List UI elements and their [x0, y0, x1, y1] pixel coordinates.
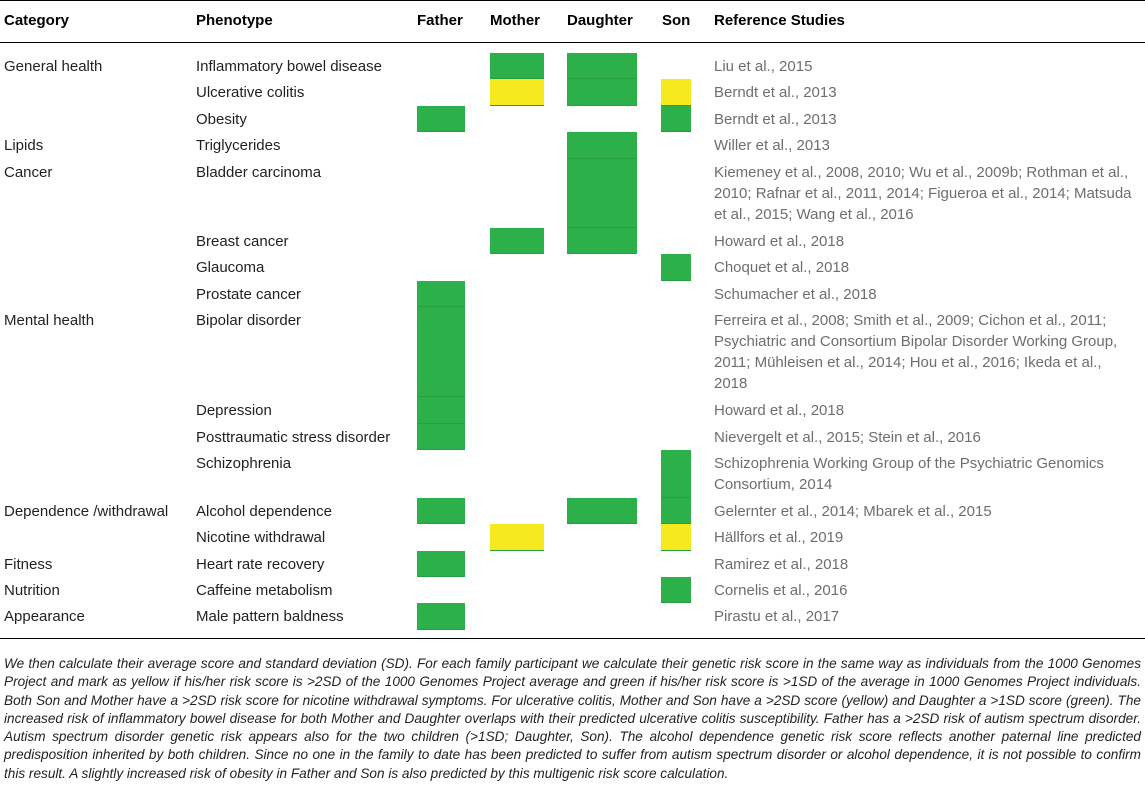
son-risk-box-2 — [661, 106, 691, 132]
daughter-risk-box-1 — [567, 79, 637, 106]
row-references: Berndt et al., 2013 — [714, 84, 837, 101]
row-category: Dependence /withdrawal — [4, 503, 169, 520]
row-category: Fitness — [4, 556, 53, 573]
row-category: Mental health — [4, 312, 95, 329]
row-phenotype: Breast cancer — [196, 233, 289, 250]
table-bottom-rule — [0, 638, 1145, 639]
row-references: Kiemeney et al., 2008, 2010; Wu et al., 2009b; Rothman et al., 2010; Rafnar et al., 2011, 2014; Figueroa et al., 2014; Matsuda et al., 2015; Wang et al., 2016 — [714, 164, 1132, 223]
row-phenotype: Schizophrenia — [196, 455, 292, 472]
header-rule — [0, 42, 1145, 43]
row-phenotype: Prostate cancer — [196, 286, 302, 303]
father-risk-box-8 — [417, 307, 465, 397]
row-references: Howard et al., 2018 — [714, 402, 845, 419]
son-risk-box-1 — [661, 79, 691, 106]
row-references: Schizophrenia Working Group of the Psychiatric Genomics Consortium, 2014 — [714, 455, 1104, 493]
row-phenotype: Alcohol dependence — [196, 503, 332, 520]
header-daughter: Daughter — [567, 12, 633, 29]
son-risk-box-13 — [661, 524, 691, 551]
row-category: Cancer — [4, 164, 53, 181]
father-risk-box-16 — [417, 603, 465, 630]
daughter-risk-box-4 — [567, 159, 637, 228]
daughter-risk-box-3 — [567, 132, 637, 159]
row-category: Appearance — [4, 608, 85, 625]
row-references: Ramirez et al., 2018 — [714, 556, 849, 573]
row-phenotype: Ulcerative colitis — [196, 84, 305, 101]
header-references: Reference Studies — [714, 12, 845, 29]
row-references: Choquet et al., 2018 — [714, 259, 850, 276]
daughter-risk-box-5 — [567, 228, 637, 254]
row-phenotype: Obesity — [196, 111, 247, 128]
row-references: Gelernter et al., 2014; Mbarek et al., 2015 — [714, 503, 992, 520]
row-references: Cornelis et al., 2016 — [714, 582, 848, 599]
header-phenotype: Phenotype — [196, 12, 273, 29]
father-risk-box-10 — [417, 424, 465, 450]
daughter-risk-box-12 — [567, 498, 637, 524]
row-references: Howard et al., 2018 — [714, 233, 845, 250]
row-phenotype: Posttraumatic stress disorder — [196, 429, 391, 446]
mother-risk-box-1 — [490, 79, 544, 106]
row-references: Berndt et al., 2013 — [714, 111, 837, 128]
row-phenotype: Inflammatory bowel disease — [196, 58, 382, 75]
row-references: Willer et al., 2013 — [714, 137, 830, 154]
father-risk-box-14 — [417, 551, 465, 577]
row-phenotype: Depression — [196, 402, 272, 419]
row-category: Nutrition — [4, 582, 60, 599]
row-category: Lipids — [4, 137, 44, 154]
row-phenotype: Triglycerides — [196, 137, 281, 154]
row-phenotype: Male pattern baldness — [196, 608, 344, 625]
row-references: Liu et al., 2015 — [714, 58, 813, 75]
row-phenotype: Bipolar disorder — [196, 312, 302, 329]
header-father: Father — [417, 12, 463, 29]
row-references: Pirastu et al., 2017 — [714, 608, 840, 625]
mother-risk-box-13 — [490, 524, 544, 551]
table-header — [0, 0, 1145, 42]
table-caption: We then calculate their average score and standard deviation (SD). For each family participant we calculate their genetic risk score in the same way as individuals from the 1000 Genomes Project and mark as yellow if his/her risk score is >2SD of the 1000 Genomes Project average and green if his/her risk score is >1SD of the average in 1000 Genomes Project individuals. Both Son and Mother have a >2SD risk score for nicotine withdrawal symptoms. For ulcerative colitis, Mother and Son have a >2SD score (yellow) and Daughter a >1SD score (green). The increased risk of inflammatory bowel disease for both Mother and Daughter overlaps with their predicted ulcerative colitis susceptibility. Father has a >2SD risk of autism spectrum disorder. Autism spectrum disorder genetic risk appears also for the two children (>1SD; Daughter, Son). The alcohol dependence genetic risk score reflects another paternal line predicted predisposition inherited by both children. Since no one in the family to date has been predicted to suffer from autism spectrum disorder or alcohol dependence, it is not possible to confirm this result. A slightly increased risk of obesity in Father and Son is also predicted by this multigenic risk score calculation. — [4, 656, 1141, 781]
row-phenotype: Caffeine metabolism — [196, 582, 333, 599]
row-references: Hällfors et al., 2019 — [714, 529, 844, 546]
row-phenotype: Heart rate recovery — [196, 556, 325, 573]
father-risk-box-12 — [417, 498, 465, 524]
mother-risk-box-5 — [490, 228, 544, 254]
row-references: Ferreira et al., 2008; Smith et al., 2009; Cichon et al., 2011; Psychiatric and Consortium Bipolar Disorder Working Group, 2011; Mühleisen et al., 2014; Hou et al., 2016; Ikeda et al., 2018 — [714, 312, 1118, 392]
row-references: Nievergelt et al., 2015; Stein et al., 2016 — [714, 429, 981, 446]
father-risk-box-7 — [417, 281, 465, 307]
row-phenotype: Bladder carcinoma — [196, 164, 322, 181]
header-mother: Mother — [490, 12, 540, 29]
father-risk-box-2 — [417, 106, 465, 132]
header-category: Category — [4, 12, 70, 29]
row-references: Schumacher et al., 2018 — [714, 286, 877, 303]
son-risk-box-15 — [661, 577, 691, 603]
daughter-risk-box-0 — [567, 53, 637, 79]
son-risk-box-6 — [661, 254, 691, 281]
son-risk-box-12 — [661, 498, 691, 524]
son-risk-box-11 — [661, 450, 691, 498]
mother-risk-box-0 — [490, 53, 544, 79]
header-son: Son — [662, 12, 691, 29]
row-phenotype: Nicotine withdrawal — [196, 529, 326, 546]
father-risk-box-9 — [417, 397, 465, 424]
row-phenotype: Glaucoma — [196, 259, 265, 276]
row-category: General health — [4, 58, 103, 75]
